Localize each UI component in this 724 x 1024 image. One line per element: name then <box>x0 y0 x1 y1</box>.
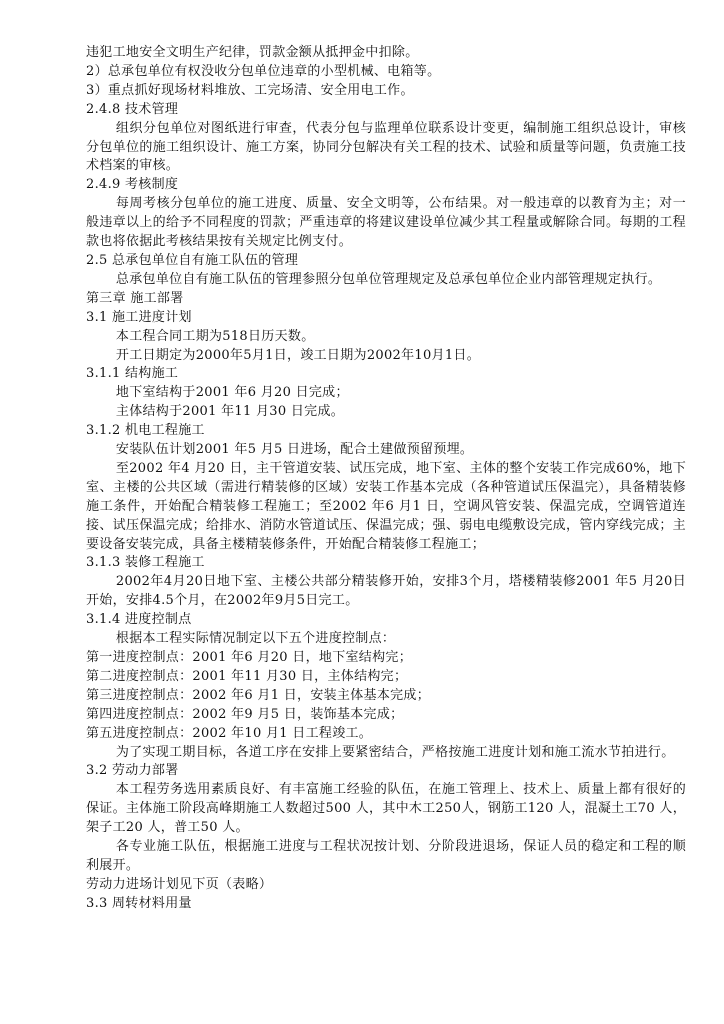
body-paragraph: 地下室结构于2001 年6 月20 日完成； <box>115 385 349 401</box>
line-paragraph: 3.1.1 结构施工 <box>86 366 179 382</box>
line-paragraph: 3.1.2 机电工程施工 <box>86 423 205 439</box>
line-paragraph: 第三进度控制点：2002 年6 月1 日，安装主体基本完成； <box>86 687 431 703</box>
line-paragraph: 第五进度控制点：2002 年10 月1 日工程竣工。 <box>86 725 373 741</box>
body-paragraph: 各专业施工队伍，根据施工进度与工程状况按计划、分阶段进退场，保证人员的稳定和工程的顺利展开。 <box>86 839 686 873</box>
line-paragraph: 3）重点抓好现场材料堆放、工完场清、安全用电工作。 <box>86 82 414 98</box>
body-paragraph: 本工程劳务选用素质良好、有丰富施工经验的队伍，在施工管理上、技术上、质量上都有很好的保证。主体施工阶段高峰期施工人数超过500 人，其中木工250人，钢筋工120 人，混凝土工70 人，架子工20 人，普工50 人。 <box>86 782 686 836</box>
line-paragraph: 2.4.9 考核制度 <box>86 177 179 193</box>
body-paragraph: 至2002 年4 月20 日，主干管道安装、试压完成，地下室、主体的整个安装工作完成60%，地下室、主楼的公共区域（需进行精装修的区域）安装工作基本完成（各种管道试压保温完），具备精装修施工条件，开始配合精装修工程施工；至2002 年6 月1 日，空调风管安装、保温完成，空调管道连接、试压保温完成；给排水、消防水管道试压、保温完成；强、弱电电缆敷设完成，管内穿线完成；主要设备安装完成，具备主楼精装修条件，开始配合精装修工程施工； <box>86 460 686 552</box>
line-paragraph: 第二进度控制点：2001 年11 月30 日，主体结构完； <box>86 668 408 684</box>
body-paragraph: 开工日期定为2000年5月1日，竣工日期为2002年10月1日。 <box>115 347 481 363</box>
line-paragraph: 3.1.4 进度控制点 <box>86 612 192 628</box>
body-paragraph: 主体结构于2001 年11 月30 日完成。 <box>115 404 345 420</box>
document-body <box>86 44 686 914</box>
body-paragraph: 组织分包单位对图纸进行审查，代表分包与监理单位联系设计变更，编制施工组织总设计，审核分包单位的施工组织设计、施工方案，协同分包解决有关工程的技术、试验和质量等问题，负责施工技术档案的审核。 <box>86 120 686 174</box>
line-paragraph: 第一进度控制点：2001 年6 月20 日，地下室结构完； <box>86 650 412 665</box>
line-paragraph: 2.4.8 技术管理 <box>86 101 179 117</box>
body-paragraph: 2002年4月20日地下室、主楼公共部分精装修开始，安排3个月，塔楼精装修2001 年5 月20日开始，安排4.5个月，在2002年9月5日完工。 <box>86 574 686 609</box>
body-paragraph: 每周考核分包单位的施工进度、质量、安全文明等，公布结果。对一般违章的以教育为主；对一般违章以上的给予不同程度的罚款；严重违章的将建议建设单位减少其工程量或解除合同。每期的工程款也将依据此考核结果按有关规定比例支付。 <box>86 196 686 250</box>
body-paragraph: 本工程合同工期为518日历天数。 <box>115 328 315 344</box>
line-paragraph: 2）总承包单位有权没收分包单位违章的小型机械、电箱等。 <box>86 63 441 79</box>
line-paragraph: 违犯工地安全文明生产纪律，罚款金额从抵押金中扣除。 <box>86 45 419 60</box>
line-paragraph: 3.1 施工进度计划 <box>86 309 192 325</box>
body-paragraph: 为了实现工期目标，各道工序在安排上要紧密结合，严格按施工进度计划和施工流水节拍进行。 <box>115 744 675 760</box>
line-paragraph: 3.3 周转材料用量 <box>86 895 192 911</box>
body-paragraph: 安装队伍计划2001 年5 月5 日进场，配合土建做预留预埋。 <box>115 442 474 458</box>
line-paragraph: 2.5 总承包单位自有施工队伍的管理 <box>86 252 299 268</box>
line-paragraph: 3.2 劳动力部署 <box>86 763 179 779</box>
line-paragraph: 第三章 施工部署 <box>86 290 184 306</box>
body-paragraph: 根据本工程实际情况制定以下五个进度控制点： <box>115 631 396 647</box>
line-paragraph: 3.1.3 装修工程施工 <box>86 555 205 571</box>
body-paragraph: 总承包单位自有施工队伍的管理参照分包单位管理规定及总承包单位企业内部管理规定执行。 <box>115 271 662 287</box>
line-paragraph: 劳动力进场计划见下页（表略） <box>86 876 273 892</box>
line-paragraph: 第四进度控制点：2002 年9 月5 日，装饰基本完成； <box>86 706 404 722</box>
